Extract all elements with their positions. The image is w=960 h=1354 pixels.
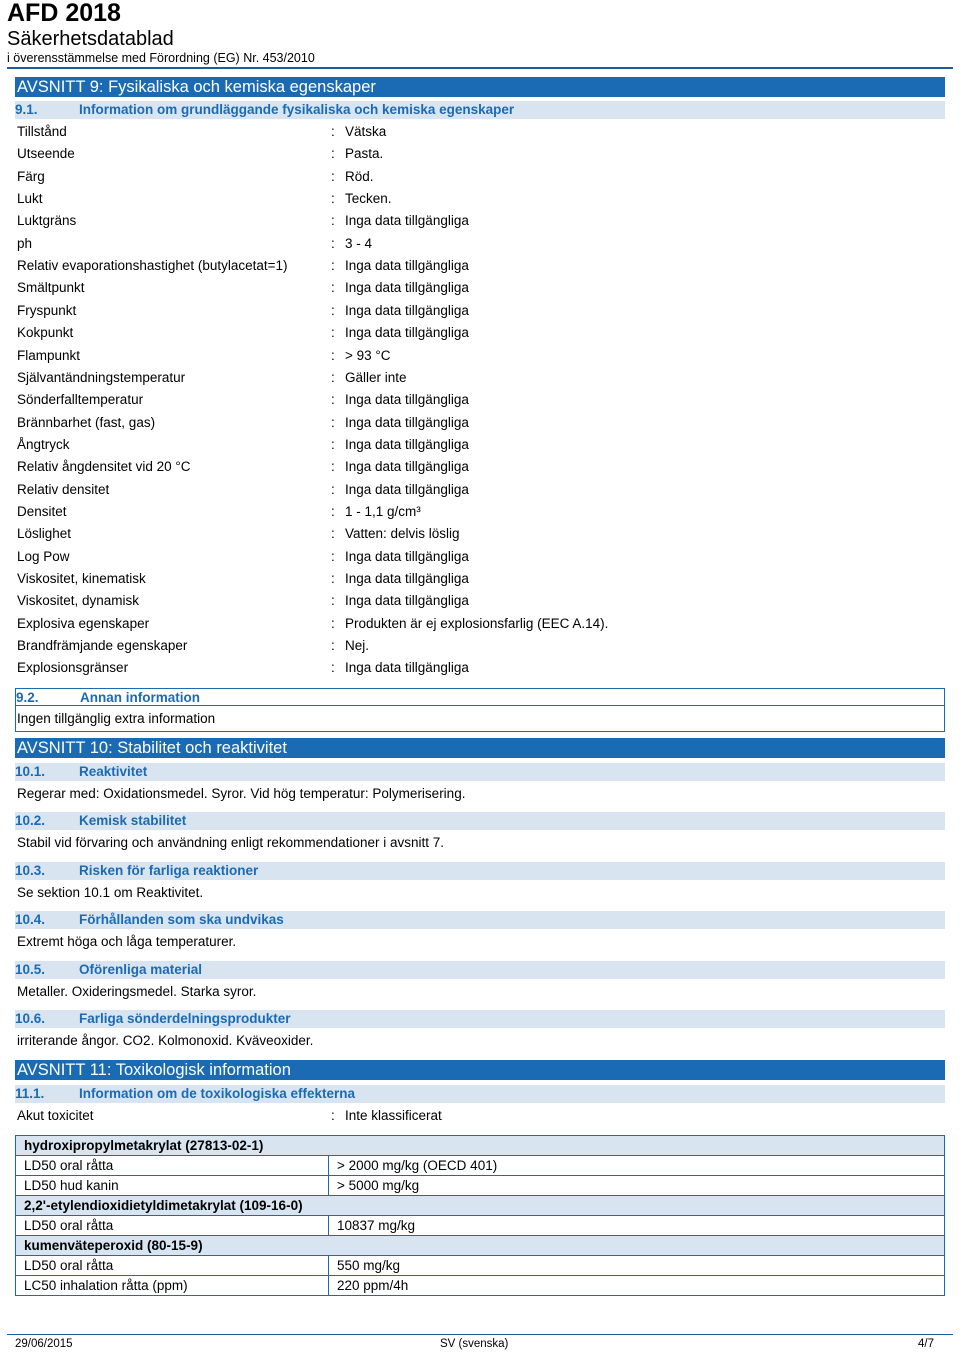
property-label: Explosionsgränser [17,660,129,675]
colon: : [331,526,335,541]
colon: : [331,437,335,452]
colon: : [331,660,335,675]
substance-row [16,1196,945,1216]
subsection-text: Se sektion 10.1 om Reaktivitet. [17,885,204,900]
property-label: Tillstånd [17,124,67,139]
subsection-number: 11.1. [15,1086,45,1101]
subsection-title: Farliga sönderdelningsprodukter [79,1011,291,1026]
property-label: Luktgräns [17,213,77,228]
property-value: Inga data tillgängliga [345,392,469,407]
colon: : [331,258,335,273]
subsection-10-6 [15,1010,945,1028]
property-label: Lukt [17,191,43,206]
property-value: Inga data tillgängliga [345,437,469,452]
subsection-number: 9.2. [16,690,39,705]
colon: : [331,1108,335,1123]
colon: : [331,392,335,407]
property-value: Inga data tillgängliga [345,459,469,474]
subsection-text: Metaller. Oxideringsmedel. Starka syror. [17,984,257,999]
property-label: Viskositet, kinematisk [17,571,146,586]
property-value: Inga data tillgängliga [345,280,469,295]
property-value: Inga data tillgängliga [345,258,469,273]
footer-page-number: 4/7 [918,1338,934,1350]
subsection-number: 9.1. [15,102,38,117]
colon: : [331,280,335,295]
footer-language: SV (svenska) [440,1338,509,1350]
property-label: Relativ evaporationshastighet (butylacetat=1) [17,258,288,273]
subsection-text: irriterande ångor. CO2. Kolmonoxid. Kväveoxider. [17,1033,314,1048]
toxicity-table [15,1135,945,1296]
property-value: 3 - 4 [345,236,373,251]
property-label: Fryspunkt [17,303,77,318]
property-label: Färg [17,169,45,184]
property-label: Sönderfalltemperatur [17,392,144,407]
colon: : [331,146,335,161]
property-label: Log Pow [17,549,70,564]
substance-name: hydroxipropylmetakrylat (27813-02-1) [16,1136,945,1156]
colon: : [331,638,335,653]
subsection-number: 10.2. [15,813,46,828]
footer-divider [7,1334,953,1335]
colon: : [331,415,335,430]
property-value: Inga data tillgängliga [345,303,469,318]
test-value: > 5000 mg/kg [329,1176,945,1196]
property-label: Ångtryck [17,437,70,452]
section-10-header: AVSNITT 10: Stabilitet och reaktivitet [15,738,945,758]
property-label: Brandfrämjande egenskaper [17,638,188,653]
colon: : [331,124,335,139]
colon: : [331,616,335,631]
property-value: Inga data tillgängliga [345,415,469,430]
property-value: Vätska [345,124,387,139]
subsection-title: Kemisk stabilitet [79,813,187,828]
property-value: Gäller inte [345,370,407,385]
subsection-number: 10.6. [15,1011,46,1026]
table-row [16,1276,945,1296]
property-value: Inga data tillgängliga [345,593,469,608]
subsection-9-1 [15,101,945,119]
table-row [16,1216,945,1236]
colon: : [331,459,335,474]
header-divider [7,67,953,69]
colon: : [331,549,335,564]
test-name: LD50 oral råtta [16,1216,329,1236]
colon: : [331,504,335,519]
subsection-10-3 [15,862,945,880]
colon: : [331,370,335,385]
subsection-title: Information om grundläggande fysikaliska och kemiska egenskaper [79,102,515,117]
test-value: 550 mg/kg [329,1256,945,1276]
subsection-number: 10.3. [15,863,46,878]
colon: : [331,213,335,228]
document-subtitle: Säkerhetsdatablad [7,28,174,50]
substance-row [16,1136,945,1156]
subsection-10-2 [15,812,945,830]
colon: : [331,169,335,184]
property-value: Vatten: delvis löslig [345,526,460,541]
subsection-number: 10.1. [15,764,46,779]
property-label: Explosiva egenskaper [17,616,150,631]
test-name: LC50 inhalation råtta (ppm) [16,1276,329,1296]
other-info-text: Ingen tillgänglig extra information [17,711,216,726]
test-name: LD50 hud kanin [16,1176,329,1196]
property-value: Pasta. [345,146,384,161]
test-name: LD50 oral råtta [16,1156,329,1176]
subsection-title: Risken för farliga reaktioner [79,863,259,878]
property-value: Inga data tillgängliga [345,325,469,340]
property-value: Tecken. [345,191,392,206]
test-value: > 2000 mg/kg (OECD 401) [329,1156,945,1176]
subsection-9-2-box [15,688,945,732]
substance-name: kumenväteperoxid (80-15-9) [16,1236,945,1256]
substance-row [16,1236,945,1256]
property-value: Nej. [345,638,370,653]
property-label: Löslighet [17,526,72,541]
colon: : [331,191,335,206]
test-value: 10837 mg/kg [329,1216,945,1236]
colon: : [331,303,335,318]
subsection-number: 10.5. [15,962,46,977]
property-label: ph [17,236,33,251]
test-name: LD50 oral råtta [16,1256,329,1276]
acute-toxicity-label: Akut toxicitet [17,1108,94,1123]
property-value: Inga data tillgängliga [345,549,469,564]
property-value: Inga data tillgängliga [345,660,469,675]
property-label: Kokpunkt [17,325,74,340]
subsection-title: Information om de toxikologiska effekterna [79,1086,356,1101]
property-value: Inga data tillgängliga [345,213,469,228]
subsection-title: Förhållanden som ska undvikas [79,912,284,927]
footer-date: 29/06/2015 [15,1338,73,1350]
property-label: Brännbarhet (fast, gas) [17,415,156,430]
property-label: Relativ densitet [17,482,110,497]
subsection-title: Annan information [80,690,200,705]
subsection-number: 10.4. [15,912,46,927]
table-row [16,1156,945,1176]
subsection-title: Oförenliga material [79,962,203,977]
document-title: AFD 2018 [7,0,121,27]
subsection-11-1 [15,1085,945,1103]
property-label: Smältpunkt [17,280,85,295]
property-label: Densitet [17,504,67,519]
property-label: Självantändningstemperatur [17,370,186,385]
table-row [16,1256,945,1276]
colon: : [331,593,335,608]
colon: : [331,571,335,586]
property-value: Inga data tillgängliga [345,482,469,497]
subsection-text: Regerar med: Oxidationsmedel. Syror. Vid hög temperatur: Polymerisering. [17,786,466,801]
property-value: Röd. [345,169,374,184]
substance-name: 2,2'-etylendioxidietyldimetakrylat (109-16-0) [16,1196,945,1216]
colon: : [331,236,335,251]
property-label: Relativ ångdensitet vid 20 °C [17,459,191,474]
colon: : [331,348,335,363]
subsection-title: Reaktivitet [79,764,148,779]
property-label: Viskositet, dynamisk [17,593,140,608]
subsection-text: Extremt höga och låga temperaturer. [17,934,237,949]
property-value: Produkten är ej explosionsfarlig (EEC A.14). [345,616,609,631]
regulation-text: i överensstämmelse med Förordning (EG) Nr. 453/2010 [7,51,315,65]
colon: : [331,325,335,340]
property-value: Inga data tillgängliga [345,571,469,586]
subsection-10-5 [15,961,945,979]
test-value: 220 ppm/4h [329,1276,945,1296]
subsection-text: Stabil vid förvaring och användning enligt rekommendationer i avsnitt 7. [17,835,444,850]
colon: : [331,482,335,497]
subsection-10-1 [15,763,945,781]
property-value: 1 - 1,1 g/cm³ [345,504,421,519]
section-9-header: AVSNITT 9: Fysikaliska och kemiska egenskaper [15,77,945,97]
property-label: Utseende [17,146,75,161]
section-11-header: AVSNITT 11: Toxikologisk information [15,1060,945,1080]
subsection-10-4 [15,911,945,929]
acute-toxicity-value: Inte klassificerat [345,1108,442,1123]
property-label: Flampunkt [17,348,81,363]
property-value: > 93 °C [345,348,391,363]
table-row [16,1176,945,1196]
